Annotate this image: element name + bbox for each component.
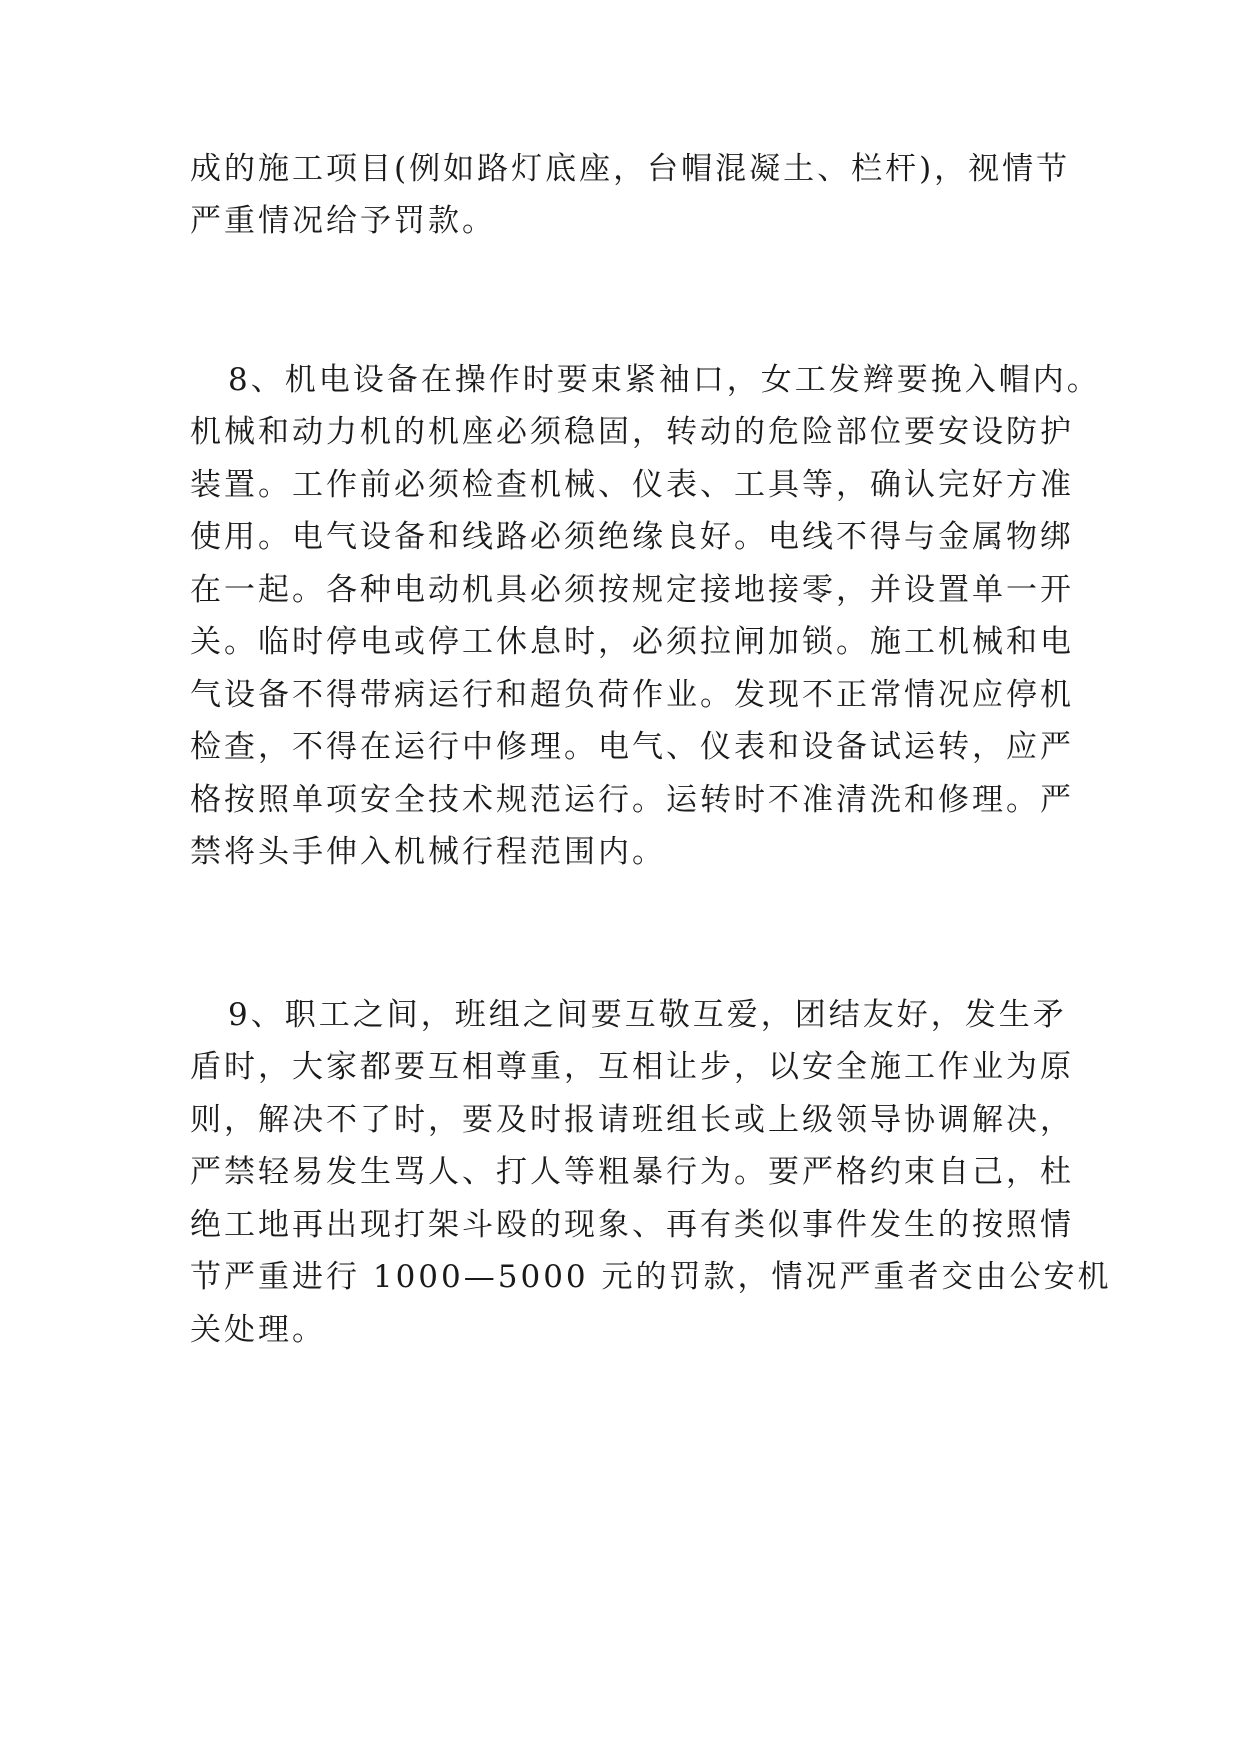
text-line: 关。临时停电或停工休息时，必须拉闸加锁。施工机械和电 (190, 624, 1074, 660)
text-line: 盾时，大家都要互相尊重，互相让步，以安全施工作业为原 (190, 1049, 1074, 1085)
text-line: 严重情况给予罚款。 (190, 203, 496, 239)
text-line: 装置。工作前必须检查机械、仪表、工具等，确认完好方准 (190, 467, 1074, 503)
text-line: 使用。电气设备和线路必须绝缘良好。电线不得与金属物绑 (190, 519, 1074, 555)
text-line: 节严重进行 1000—5000 元的罚款，情况严重者交由公安机 (190, 1259, 1112, 1295)
text-line: 格按照单项安全技术规范运行。运转时不准清洗和修理。严 (190, 782, 1074, 818)
text-line: 气设备不得带病运行和超负荷作业。发现不正常情况应停机 (190, 677, 1074, 713)
text-line: 机械和动力机的机座必须稳固，转动的危险部位要安设防护 (190, 414, 1074, 450)
text-line: 禁将头手伸入机械行程范围内。 (190, 834, 666, 870)
text-line: 严禁轻易发生骂人、打人等粗暴行为。要严格约束自己，杜 (190, 1154, 1074, 1190)
text-line: 成的施工项目(例如路灯底座，台帽混凝土、栏杆)，视情节 (190, 151, 1071, 187)
text-line: 关处理。 (190, 1312, 326, 1348)
text-line: 检查，不得在运行中修理。电气、仪表和设备试运转，应严 (190, 729, 1074, 765)
text-line: 绝工地再出现打架斗殴的现象、再有类似事件发生的按照情 (190, 1207, 1074, 1243)
text-line: 则，解决不了时，要及时报请班组长或上级领导协调解决， (190, 1102, 1074, 1138)
text-line: 在一起。各种电动机具必须按规定接地接零，并设置单一开 (190, 572, 1074, 608)
text-line: 9、职工之间，班组之间要互敬互爱，团结友好，发生矛 (228, 997, 1067, 1033)
text-line: 8、机电设备在操作时要束紧袖口，女工发辫要挽入帽内。 (228, 362, 1101, 398)
